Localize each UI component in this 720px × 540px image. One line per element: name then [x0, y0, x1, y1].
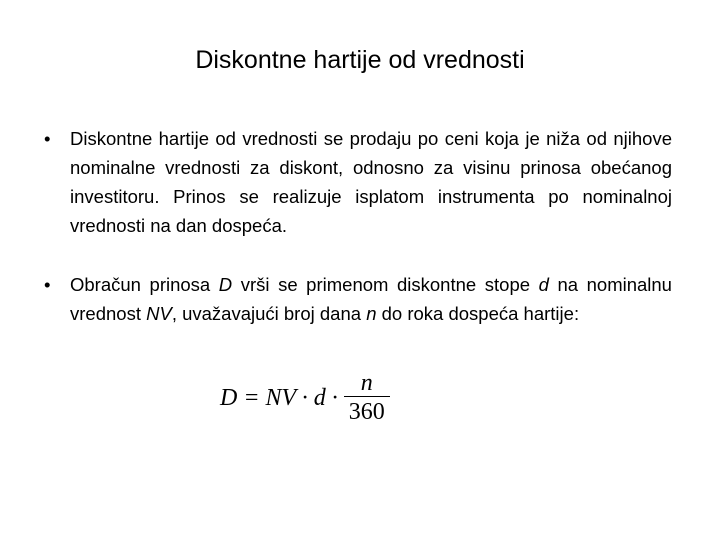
- formula-denominator: 360: [348, 399, 385, 425]
- bullet-marker: •: [44, 274, 51, 295]
- formula-lhs: D = NV · d ·: [220, 385, 338, 411]
- formula-numerator: n: [360, 370, 373, 396]
- variable-D: D: [218, 274, 233, 295]
- bullet-text-part: na nominalnu vrednost: [70, 274, 672, 324]
- variable-d: d: [538, 274, 549, 295]
- bullet-text-part: , uvažavajući broj dana: [171, 303, 367, 324]
- bullet-text-part: Obračun prinosa: [70, 274, 219, 295]
- bullet-list: [44, 124, 672, 328]
- variable-NV: NV: [146, 303, 172, 324]
- formula-fraction: [344, 370, 390, 427]
- variable-n: n: [366, 303, 377, 324]
- bullet-marker: •: [44, 128, 51, 149]
- bullet-text-part: vrši se primenom diskontne stope: [232, 274, 539, 295]
- bullet-text: Diskontne hartije od vrednosti se prodaju po ceni koja je niža od njihove nominalne vrednosti za diskont, odnosno za visinu prinosa obećanog investitoru. Prinos se realizuje isplatom instrumenta po nominalnoj vrednosti na dan dospeća.: [70, 128, 672, 236]
- bullet-text-part: do roka dospeća hartije:: [376, 303, 580, 324]
- bullet-item-1: [44, 124, 672, 240]
- slide-title: Diskontne hartije od vrednosti: [195, 46, 525, 74]
- bullet-item-2: [44, 270, 672, 328]
- discount-formula: [220, 370, 390, 427]
